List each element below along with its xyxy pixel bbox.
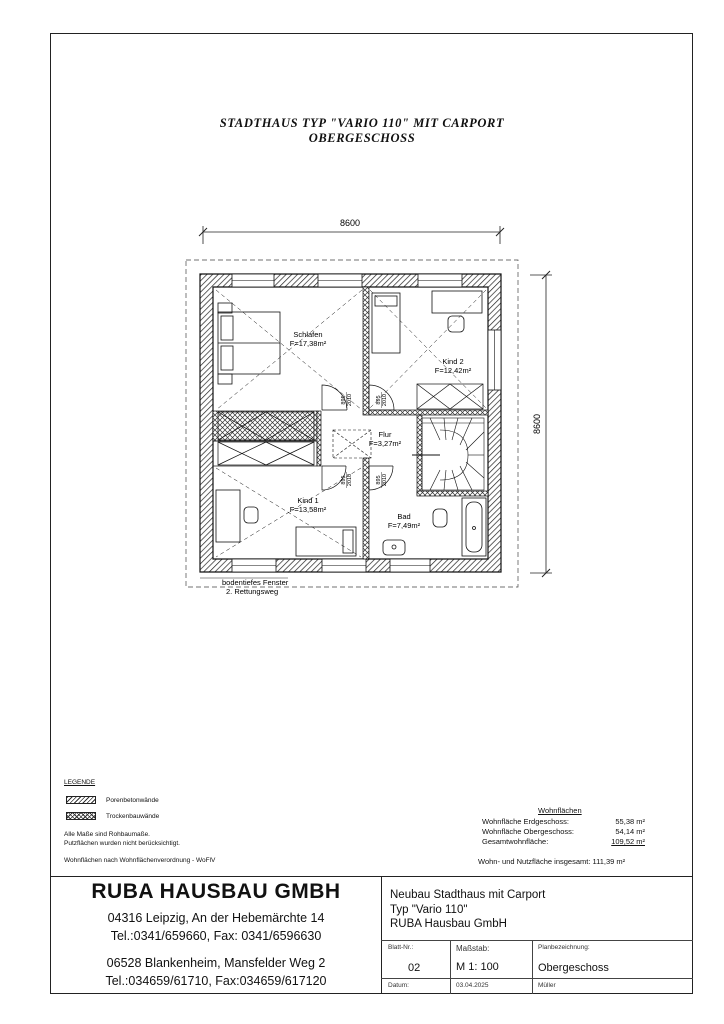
room-name: Kind 1: [297, 496, 319, 505]
bed-schlafen: [216, 290, 362, 410]
wf-value-total: 109,52 m²: [611, 837, 645, 846]
legend-note-rohbau: Alle Maße sind Rohbaumaße.: [64, 831, 150, 838]
project-line-3: RUBA Hausbau GmbH: [390, 918, 507, 930]
room-name: Flur: [378, 430, 392, 439]
wf-value-og: 54,14 m²: [615, 827, 645, 836]
room-area: F=7,49m²: [387, 521, 421, 530]
room-area: F=12,42m²: [434, 366, 472, 375]
datum-label: Datum:: [388, 982, 409, 989]
massstab-value: M 1: 100: [456, 961, 499, 973]
titleblock-col-line-1: [450, 940, 451, 994]
blatt-value: 02: [408, 962, 421, 974]
svg-text:2010: 2010: [347, 473, 353, 487]
door-tag: [341, 472, 353, 488]
legend-swatch-trockenbau: [66, 812, 96, 820]
room-area: F=13,58m²: [289, 505, 327, 514]
plan-label: Planbezeichnung:: [538, 944, 590, 951]
author: Müller: [538, 982, 556, 989]
titleblock-divider: [381, 876, 382, 994]
titleblock-row-line: [381, 940, 693, 941]
drawing-title: STADTHAUS TYP "VARIO 110" MIT CARPORT: [219, 116, 505, 130]
wohnflaechen-heading: Wohnflächen: [538, 806, 582, 815]
svg-text:895: 895: [341, 395, 347, 405]
note-window: bodentiefes Fenster: [222, 578, 289, 587]
titleblock-top-border: [50, 876, 693, 877]
door-tag: [376, 392, 388, 408]
dimension-top: [199, 218, 504, 244]
furniture-kind2: [370, 290, 486, 408]
massstab-label: Maßstab:: [456, 944, 490, 953]
dimension-top-label: 8600: [339, 218, 361, 228]
plan-value: Obergeschoss: [538, 962, 609, 974]
phone-blankenheim: Tel.:034659/61710, Fax:034659/617120: [105, 974, 327, 988]
legend-heading: LEGENDE: [64, 779, 96, 786]
note-escape-route: 2. Rettungsweg: [226, 587, 279, 596]
svg-text:2010: 2010: [382, 393, 388, 407]
wf-label-total: Gesamtwohnfläche:: [482, 837, 549, 846]
legend-note-putz: Putzflächen wurden nicht berücksichtigt.: [64, 840, 180, 847]
legend-note-wofiv: Wohnflächen nach Wohnflächenverordnung - WoFlV: [64, 857, 216, 864]
dimension-right: [530, 271, 552, 577]
room-area: F=3,27m²: [368, 439, 402, 448]
phone-leipzig: Tel.:0341/659660, Fax: 0341/6596630: [110, 929, 322, 943]
wf-label-eg: Wohnfläche Erdgeschoss:: [482, 817, 569, 826]
company-name: RUBA HAUSBAU GMBH: [91, 880, 341, 903]
room-name: Schlafen: [293, 330, 323, 339]
project-line-1: Neubau Stadthaus mit Carport: [390, 889, 546, 901]
datum-value: 03.04.2025: [456, 982, 489, 989]
project-line-2: Typ "Vario 110": [390, 904, 468, 916]
svg-text:895: 895: [376, 475, 382, 485]
titleblock-row-line-2: [381, 978, 693, 979]
room-name: Bad: [397, 512, 411, 521]
staircase: [412, 418, 484, 490]
wf-total-line: Wohn- und Nutzfläche insgesamt: 111,39 m²: [478, 857, 626, 866]
blatt-label: Blatt-Nr.:: [388, 944, 414, 951]
legend-item-porenbeton: Porenbetonwände: [106, 797, 159, 804]
wf-label-og: Wohnfläche Obergeschoss:: [482, 827, 574, 836]
attic-hatch: [333, 430, 371, 458]
svg-text:2010: 2010: [382, 473, 388, 487]
legend-swatch-porenbeton: [66, 796, 96, 804]
address-leipzig: 04316 Leipzig, An der Hebemärchte 14: [107, 911, 325, 925]
furniture-kind1: [216, 468, 361, 557]
svg-text:895: 895: [341, 475, 347, 485]
svg-text:2010: 2010: [347, 393, 353, 407]
titleblock-col-line-2: [532, 940, 533, 994]
svg-text:895: 895: [376, 395, 382, 405]
legend-item-trockenbau: Trockenbauwände: [106, 813, 160, 820]
door-tag: [376, 472, 388, 488]
drawing-subtitle: OBERGESCHOSS: [308, 131, 416, 145]
address-blankenheim: 06528 Blankenheim, Mansfelder Weg 2: [106, 956, 326, 970]
wf-value-eg: 55,38 m²: [615, 817, 645, 826]
room-area: F=17,38m²: [289, 339, 327, 348]
dimension-right-label: 8600: [532, 413, 542, 435]
room-name: Kind 2: [442, 357, 464, 366]
